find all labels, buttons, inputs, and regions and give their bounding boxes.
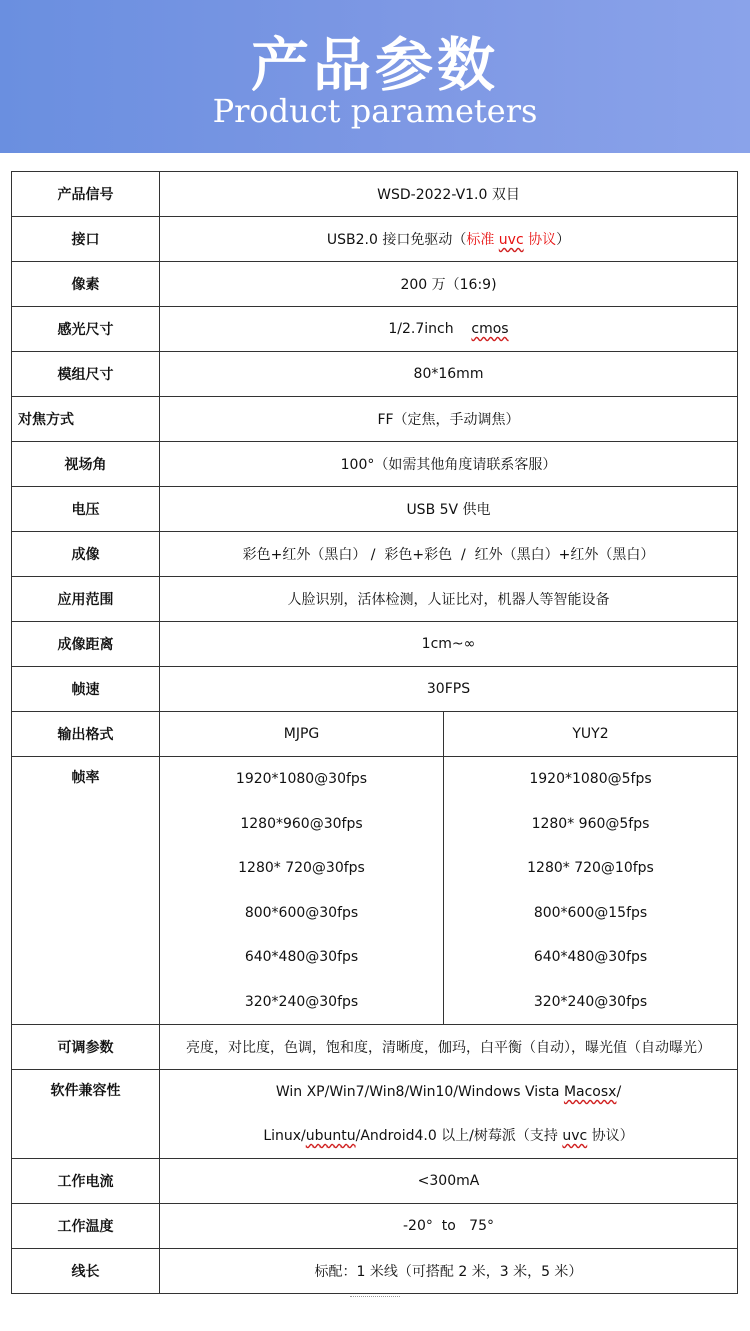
table-row [12, 1249, 738, 1294]
table-row [12, 712, 738, 757]
row-label-frame-rate: 帧率 [12, 757, 160, 1025]
frame-rate-item: 1280* 720@30fps [238, 860, 365, 876]
row-label-voltage: 电压 [12, 487, 160, 532]
compatibility-line-2 [160, 1114, 737, 1158]
frame-rate-item: 800*600@15fps [533, 904, 648, 921]
row-value-model: WSD-2022-V1.0 双目 [160, 172, 738, 217]
table-row [12, 442, 738, 487]
interface-text: USB2.0 接口免驱动（ [326, 232, 467, 248]
row-value-fov: 100°（如需其他角度请联系客服） [160, 442, 738, 487]
frame-rate-mjpg-list [160, 757, 444, 1025]
row-value-imaging: 彩色+红外（黑白） / 彩色+彩色 / 红外（黑白）+红外（黑白） [160, 532, 738, 577]
row-value-cable: 标配：1 米线（可搭配 2 米，3 米，5 米） [160, 1249, 738, 1294]
row-label-application: 应用范围 [12, 577, 160, 622]
table-row [12, 172, 738, 217]
compat-os-list: Win XP/Win7/Win8/Win10/Windows Vista [275, 1084, 564, 1100]
frame-rate-item: 1280*960@30fps [240, 815, 363, 832]
row-label-sensor-size: 感光尺寸 [12, 307, 160, 352]
row-label-focus: 对焦方式 [12, 397, 160, 442]
table-row [12, 397, 738, 442]
compat-ubuntu: ubuntu [305, 1128, 356, 1144]
frame-rate-item: 320*240@30fps [533, 993, 648, 1010]
interface-standard: 标准 [466, 232, 499, 248]
row-label-pixels: 像素 [12, 262, 160, 307]
row-value-distance: 1cm~∞ [160, 622, 738, 667]
interface-close: ） [556, 232, 571, 248]
compat-linux: Linux/ [263, 1128, 306, 1144]
output-format-yuy2: YUY2 [444, 712, 738, 757]
row-label-fps: 帧速 [12, 667, 160, 712]
sensor-size-text: 1/2.7inch [388, 321, 472, 337]
row-value-voltage: USB 5V 供电 [160, 487, 738, 532]
row-value-pixels: 200 万（16:9) [160, 262, 738, 307]
row-label-temperature: 工作温度 [12, 1204, 160, 1249]
row-label-adjustable: 可调参数 [12, 1025, 160, 1070]
table-row [12, 667, 738, 712]
frame-rate-item: 1280* 960@5fps [531, 815, 650, 832]
table-row [12, 757, 738, 1025]
table-row [12, 352, 738, 397]
row-label-interface: 接口 [12, 217, 160, 262]
page-subtitle: Product parameters [212, 92, 538, 130]
table-row [12, 1159, 738, 1204]
table-row [12, 532, 738, 577]
output-format-mjpg: MJPG [160, 712, 444, 757]
row-label-model: 产品信号 [12, 172, 160, 217]
row-label-fov: 视场角 [12, 442, 160, 487]
row-value-application: 人脸识别，活体检测，人证比对，机器人等智能设备 [160, 577, 738, 622]
row-value-fps: 30FPS [160, 667, 738, 712]
compat-protocol: 协议） [587, 1128, 634, 1144]
table-row [12, 577, 738, 622]
table-row [12, 307, 738, 352]
frame-rate-item: 1280* 720@10fps [527, 860, 654, 876]
row-value-compatibility [160, 1070, 738, 1159]
frame-rate-item: 800*600@30fps [244, 904, 359, 921]
table-row [12, 217, 738, 262]
spec-table [11, 171, 738, 1294]
row-label-compatibility: 软件兼容性 [12, 1070, 160, 1159]
frame-rate-item: 640*480@30fps [533, 949, 648, 965]
row-label-output-format: 输出格式 [12, 712, 160, 757]
table-row [12, 487, 738, 532]
table-row [12, 1025, 738, 1070]
compat-uvc: uvc [562, 1128, 588, 1144]
row-label-module-size: 模组尺寸 [12, 352, 160, 397]
row-value-module-size: 80*16mm [160, 352, 738, 397]
page-title: 产品参数 [250, 31, 499, 99]
row-label-imaging: 成像 [12, 532, 160, 577]
row-value-current: <300mA [160, 1159, 738, 1204]
table-row [12, 622, 738, 667]
row-value-temperature: -20° to 75° [160, 1204, 738, 1249]
row-label-current: 工作电流 [12, 1159, 160, 1204]
row-value-focus: FF（定焦，手动调焦） [160, 397, 738, 442]
row-value-sensor-size [160, 307, 738, 352]
interface-protocol: 协议 [523, 232, 557, 248]
row-value-interface [160, 217, 738, 262]
interface-uvc: uvc [498, 232, 524, 248]
header-banner [0, 0, 750, 153]
compat-slash: / [616, 1084, 622, 1100]
frame-rate-yuy2-list [444, 757, 738, 1025]
frame-rate-item: 1920*1080@5fps [529, 771, 652, 787]
row-label-cable: 线长 [12, 1249, 160, 1294]
bottom-divider [350, 1296, 400, 1301]
table-row [12, 262, 738, 307]
sensor-type: cmos [471, 321, 509, 337]
frame-rate-item: 320*240@30fps [244, 993, 359, 1010]
row-value-adjustable: 亮度，对比度，色调，饱和度，清晰度，伽玛，白平衡（自动），曝光值（自动曝光） [160, 1025, 738, 1070]
compat-macos: Macosx [563, 1084, 617, 1100]
frame-rate-item: 640*480@30fps [244, 949, 359, 965]
row-label-distance: 成像距离 [12, 622, 160, 667]
table-row [12, 1070, 738, 1159]
compat-android: /Android4.0 以上/树莓派（支持 [355, 1128, 563, 1144]
table-row [12, 1204, 738, 1249]
frame-rate-item: 1920*1080@30fps [235, 771, 368, 787]
compatibility-line-1 [160, 1070, 737, 1114]
